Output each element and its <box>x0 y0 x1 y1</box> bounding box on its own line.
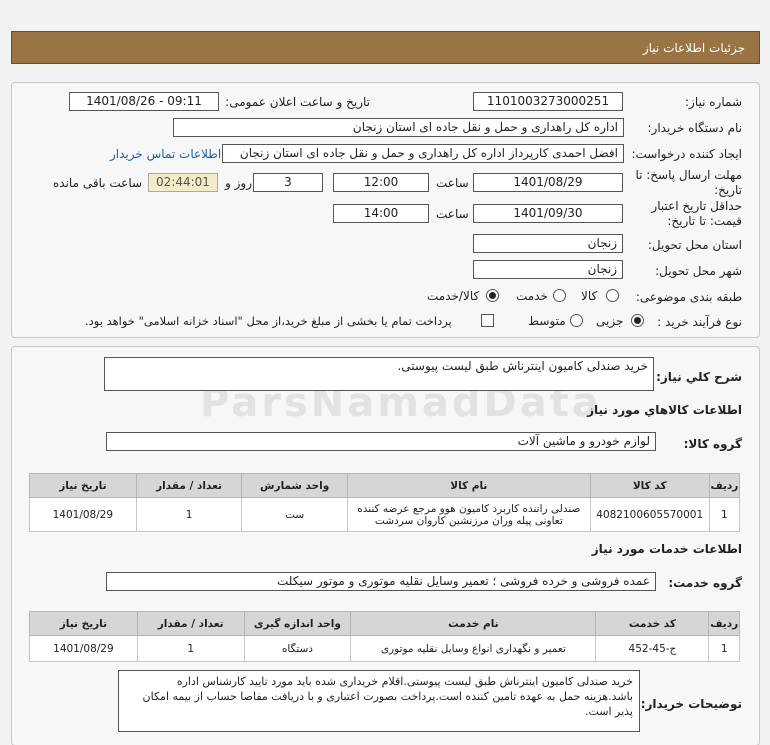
services-table <box>29 611 740 662</box>
need-number-field: 1101003273000251 <box>473 92 623 111</box>
validity-time-field: 14:00 <box>333 204 429 223</box>
province-label: استان محل تحویل: <box>647 238 742 252</box>
goods-cell-name: صندلی راننده کاربرد کامیون هوو مرجع عرضه کننده تعاونی پیله وران مرزنشین کاروان سردشت <box>348 498 591 532</box>
buyer-org-field: اداره کل راهداری و حمل و نقل جاده ای استان زنجان <box>173 118 624 137</box>
goods-header-qty: تعداد / مقدار <box>136 474 242 498</box>
category-goods-label: کالا <box>581 289 598 303</box>
deadline-label: مهلت ارسال پاسخ: تا <box>635 168 742 182</box>
buyer-contact-link[interactable]: اطلاعات تماس خریدار <box>110 147 222 161</box>
process-minor-label: جزیی <box>596 314 624 328</box>
service-header-name: نام خدمت <box>351 612 596 636</box>
goods-header-name: نام کالا <box>348 474 591 498</box>
service-cell-date: 1401/08/29 <box>30 636 138 662</box>
goods-table <box>29 473 740 532</box>
service-header-code: کد خدمت <box>596 612 709 636</box>
service-header-qty: تعداد / مقدار <box>137 612 244 636</box>
service-cell-unit: دستگاه <box>244 636 351 662</box>
service-cell-qty: 1 <box>137 636 244 662</box>
service-header-row-num: ردیف <box>709 612 740 636</box>
goods-cell-row-num: 1 <box>709 498 739 532</box>
category-goods-radio[interactable] <box>606 289 619 302</box>
service-group-field: عمده فروشی و خرده فروشی ؛ تعمیر وسایل نقلیه موتوری و موتور سیکلت <box>106 572 656 591</box>
category-service-radio[interactable] <box>553 289 566 302</box>
goods-cell-code: 4082100605570001 <box>590 498 709 532</box>
remaining-time-field: 02:44:01 <box>148 173 218 192</box>
goods-header-code: کد کالا <box>590 474 709 498</box>
goods-cell-unit: ست <box>242 498 348 532</box>
city-label: شهر محل تحویل: <box>655 264 742 278</box>
service-cell-name: تعمیر و نگهداری انواع وسایل نقلیه موتوری <box>351 636 596 662</box>
process-label: نوع فرآیند خرید : <box>657 315 742 329</box>
validity-label: حداقل تاریخ اعتبار <box>651 199 742 213</box>
validity-label-2: قیمت: تا تاریخ: <box>667 214 742 228</box>
need-number-label: شماره نیاز: <box>685 95 742 109</box>
services-table-header <box>30 612 740 636</box>
category-goods-service-label: کالا/خدمت <box>427 289 480 303</box>
buyer-notes-label: توضیحات خریدار: <box>640 697 742 711</box>
deadline-label-2: تاریخ: <box>714 183 742 197</box>
category-goods-service-radio[interactable] <box>486 289 499 302</box>
service-group-label: گروه خدمت: <box>668 576 742 590</box>
buyer-notes-field: خرید صندلی کامیون اینترناش طبق لیست پیوستی.اقلام خریداری شده باید مورد تایید کارشناس اداره باشد.هزینه حمل به عهده تامین کننده است.پرداخت بصورت اعتباری و با دریافت مفاصا حساب از بیمه امکان پذیر است. <box>118 670 640 732</box>
days-field: 3 <box>253 173 323 192</box>
province-field: زنجان <box>473 234 623 253</box>
treasury-payment-checkbox[interactable] <box>481 314 494 327</box>
services-section-title: اطلاعات خدمات مورد نياز <box>591 542 742 556</box>
goods-group-field: لوازم خودرو و ماشین آلات <box>106 432 656 451</box>
city-field: زنجان <box>473 260 623 279</box>
deadline-time-field: 12:00 <box>333 173 429 192</box>
summary-label: شرح کلي نياز: <box>656 370 742 384</box>
buyer-org-label: نام دستگاه خریدار: <box>647 121 742 135</box>
service-cell-row-num: 1 <box>709 636 740 662</box>
creator-label: ایجاد کننده درخواست: <box>631 147 742 161</box>
process-medium-radio[interactable] <box>570 314 583 327</box>
service-header-unit: واحد اندازه گیری <box>244 612 351 636</box>
days-label: روز و <box>225 176 252 190</box>
deadline-date-field: 1401/08/29 <box>473 173 623 192</box>
announce-label: تاریخ و ساعت اعلان عمومی: <box>225 95 370 109</box>
goods-header-row-num: ردیف <box>709 474 739 498</box>
goods-header-unit: واحد شمارش <box>242 474 348 498</box>
treasury-payment-note: پرداخت تمام یا بخشی از مبلغ خرید،از محل "اسناد خزانه اسلامی" خواهد بود. <box>85 314 452 328</box>
category-label: طبقه بندی موضوعی: <box>635 290 742 304</box>
summary-field: خرید صندلی کامیون اینترناش طبق لیست پیوستی. <box>104 357 654 391</box>
goods-cell-date: 1401/08/29 <box>30 498 137 532</box>
category-service-label: خدمت <box>516 289 548 303</box>
table-row <box>30 498 740 532</box>
validity-date-field: 1401/09/30 <box>473 204 623 223</box>
process-medium-label: متوسط <box>528 314 566 328</box>
deadline-time-label: ساعت <box>436 176 469 190</box>
goods-header-date: تاریخ نیاز <box>30 474 137 498</box>
service-cell-code: ج-45-452 <box>596 636 709 662</box>
announce-field: 1401/08/26 - 09:11 <box>69 92 219 111</box>
table-row <box>30 636 740 662</box>
goods-group-label: گروه کالا: <box>683 437 742 451</box>
service-header-date: تاریخ نیاز <box>30 612 138 636</box>
validity-time-label: ساعت <box>436 207 469 221</box>
remaining-label: ساعت باقی مانده <box>53 176 143 190</box>
process-minor-radio[interactable] <box>631 314 644 327</box>
goods-section-title: اطلاعات کالاهاي مورد نياز <box>587 403 742 417</box>
page-title: جزئیات اطلاعات نیاز <box>11 31 760 64</box>
creator-field: افضل احمدی کارپرداز اداره کل راهداری و حمل و نقل جاده ای استان زنجان <box>222 144 624 163</box>
goods-cell-qty: 1 <box>136 498 242 532</box>
goods-table-header <box>30 474 740 498</box>
